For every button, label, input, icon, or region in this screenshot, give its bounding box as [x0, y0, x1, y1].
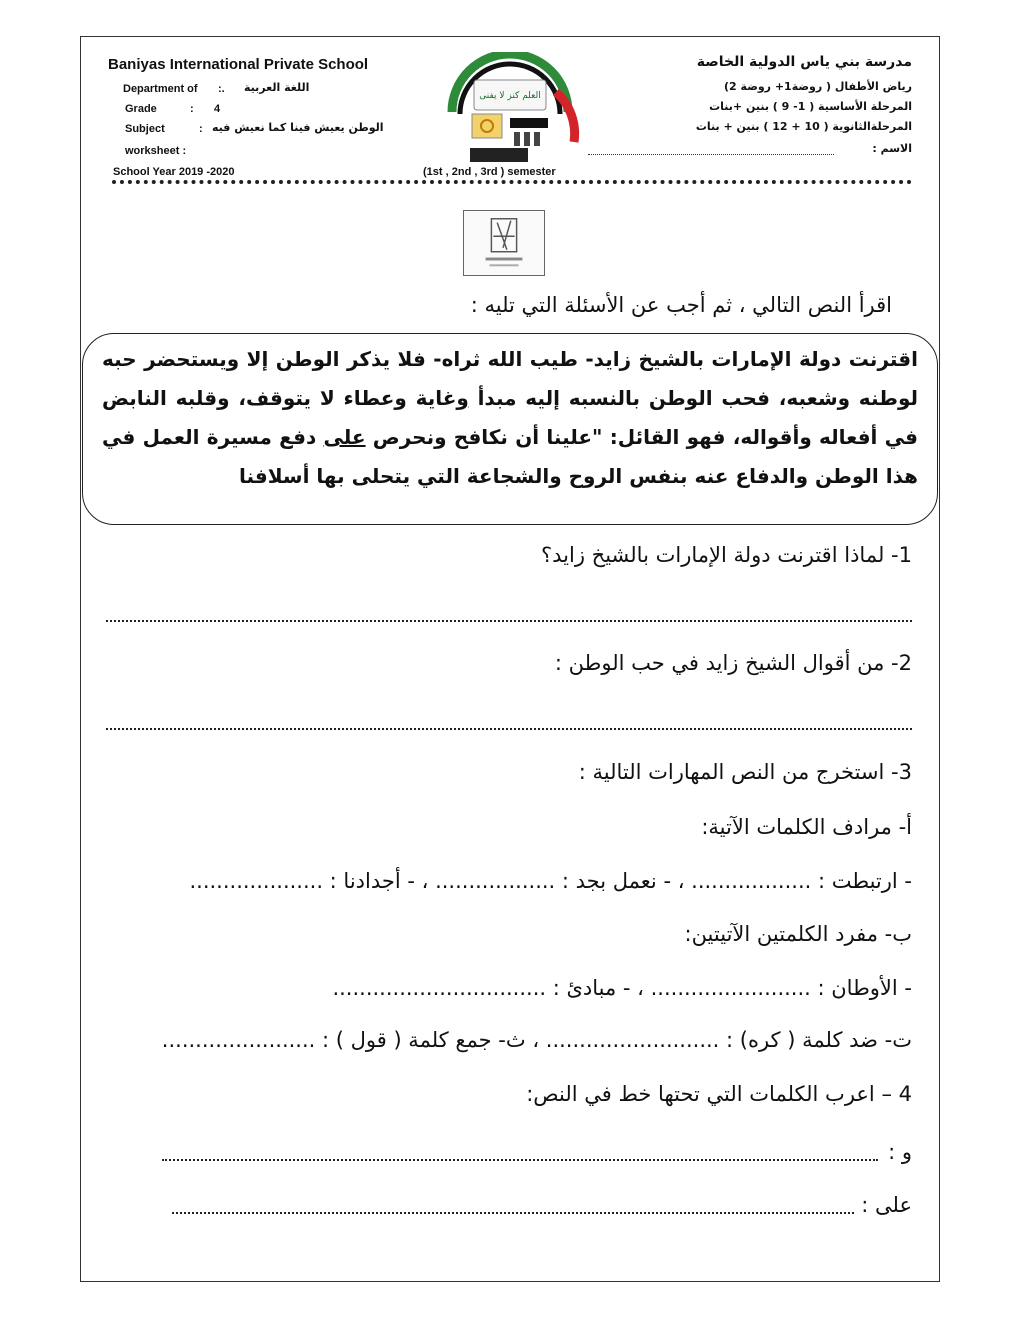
school-name-en: Baniyas International Private School [108, 56, 369, 73]
question-3b-title: ب- مفرد الكلمتين الآتيتين: [684, 922, 912, 946]
worksheet-label: worksheet : [125, 145, 187, 157]
instruction: اقرأ النص التالي ، ثم أجب عن الأسئلة التي تليه : [470, 293, 892, 317]
grade-value: 4 [214, 103, 221, 115]
logo-caption: العلم كنز لا يفنى [479, 91, 541, 101]
question-2: 2- من أقوال الشيخ زايد في حب الوطن : [554, 651, 912, 675]
answer-line-2[interactable] [106, 728, 912, 730]
question-4-ala-label: على : [861, 1193, 912, 1217]
passage-underlined-wa: و [456, 386, 469, 410]
department-value: اللغة العربية [244, 81, 310, 94]
header-separator [112, 180, 912, 184]
subject-colon: : [199, 123, 203, 135]
secondary-line: المرحلةالثانوية ( 10 + 12 ) بنين + بنات [695, 120, 912, 133]
question-3a-title: أ- مرادف الكلمات الآتية: [701, 815, 912, 839]
passage-part1: اقترنت دولة الإمارات بالشيخ زايد- طيب الله ثراه- فلا يذكر الوطن إلا ويستحضر حبه لوطنه وشعبه، فحب الوطن بالنسبه إليه مبدأ [102, 347, 918, 410]
answer-line-ala[interactable] [172, 1212, 854, 1214]
name-line [588, 154, 834, 155]
passage-underlined-ala: على [323, 425, 366, 449]
answer-line-wa[interactable] [162, 1159, 878, 1161]
question-3: 3- استخرج من النص المهارات التالية : [578, 760, 912, 784]
question-1: 1- لماذا اقترنت دولة الإمارات بالشيخ زايد؟ [540, 543, 912, 567]
school-name-ar: مدرسة بني ياس الدولية الخاصة [696, 54, 912, 70]
grade-label: Grade [125, 103, 157, 115]
department-label: Department of [123, 83, 198, 95]
passage-text [102, 340, 918, 496]
question-4: 4 – اعرب الكلمات التي تحتها خط في النص: [526, 1082, 912, 1106]
kg-line: رياض الأطفال ( روضة1+ روضة 2) [724, 80, 912, 93]
subject-label: Subject [125, 123, 165, 135]
subject-value: الوطن يعيش فينا كما نعيش فيه [212, 121, 384, 134]
semester: (1st , 2nd , 3rd ) semester [423, 166, 556, 178]
passage-part2: غاية وعطاء لا يتوقف، وقلبه النابض في أفعاله وأقواله، فهو القائل: "علينا أن نكافح ونحرص [102, 386, 918, 449]
name-label: الاسم : [872, 142, 912, 155]
question-4-wa-label: و : [888, 1140, 912, 1164]
school-logo [432, 52, 588, 170]
passage-part3: دفع مسيرة العمل في هذا الوطن والدفاع عنه بنفس الروح والشجاعة التي يتحلى بها أسلافنا [102, 425, 918, 488]
primary-line: المرحلة الأساسية ( 1- 9 ) بنين +بنات [709, 100, 912, 113]
passage-image [463, 210, 545, 276]
question-3a-items[interactable]: - ارتبطت : .................. ، - نعمل بجد : .................. ، - أجدادنا : .................... [189, 869, 912, 893]
answer-line-1[interactable] [106, 620, 912, 622]
department-colon: :. [218, 83, 225, 95]
grade-colon: : [190, 103, 194, 115]
school-year: School Year 2019 -2020 [113, 166, 235, 178]
question-3b-items[interactable]: - الأوطان : ........................ ، - مبادئ : ................................ [332, 976, 912, 1000]
question-3c-items[interactable]: ت- ضد كلمة ( كره) : .......................... ، ث- جمع كلمة ( قول ) : ....................... [161, 1028, 912, 1052]
